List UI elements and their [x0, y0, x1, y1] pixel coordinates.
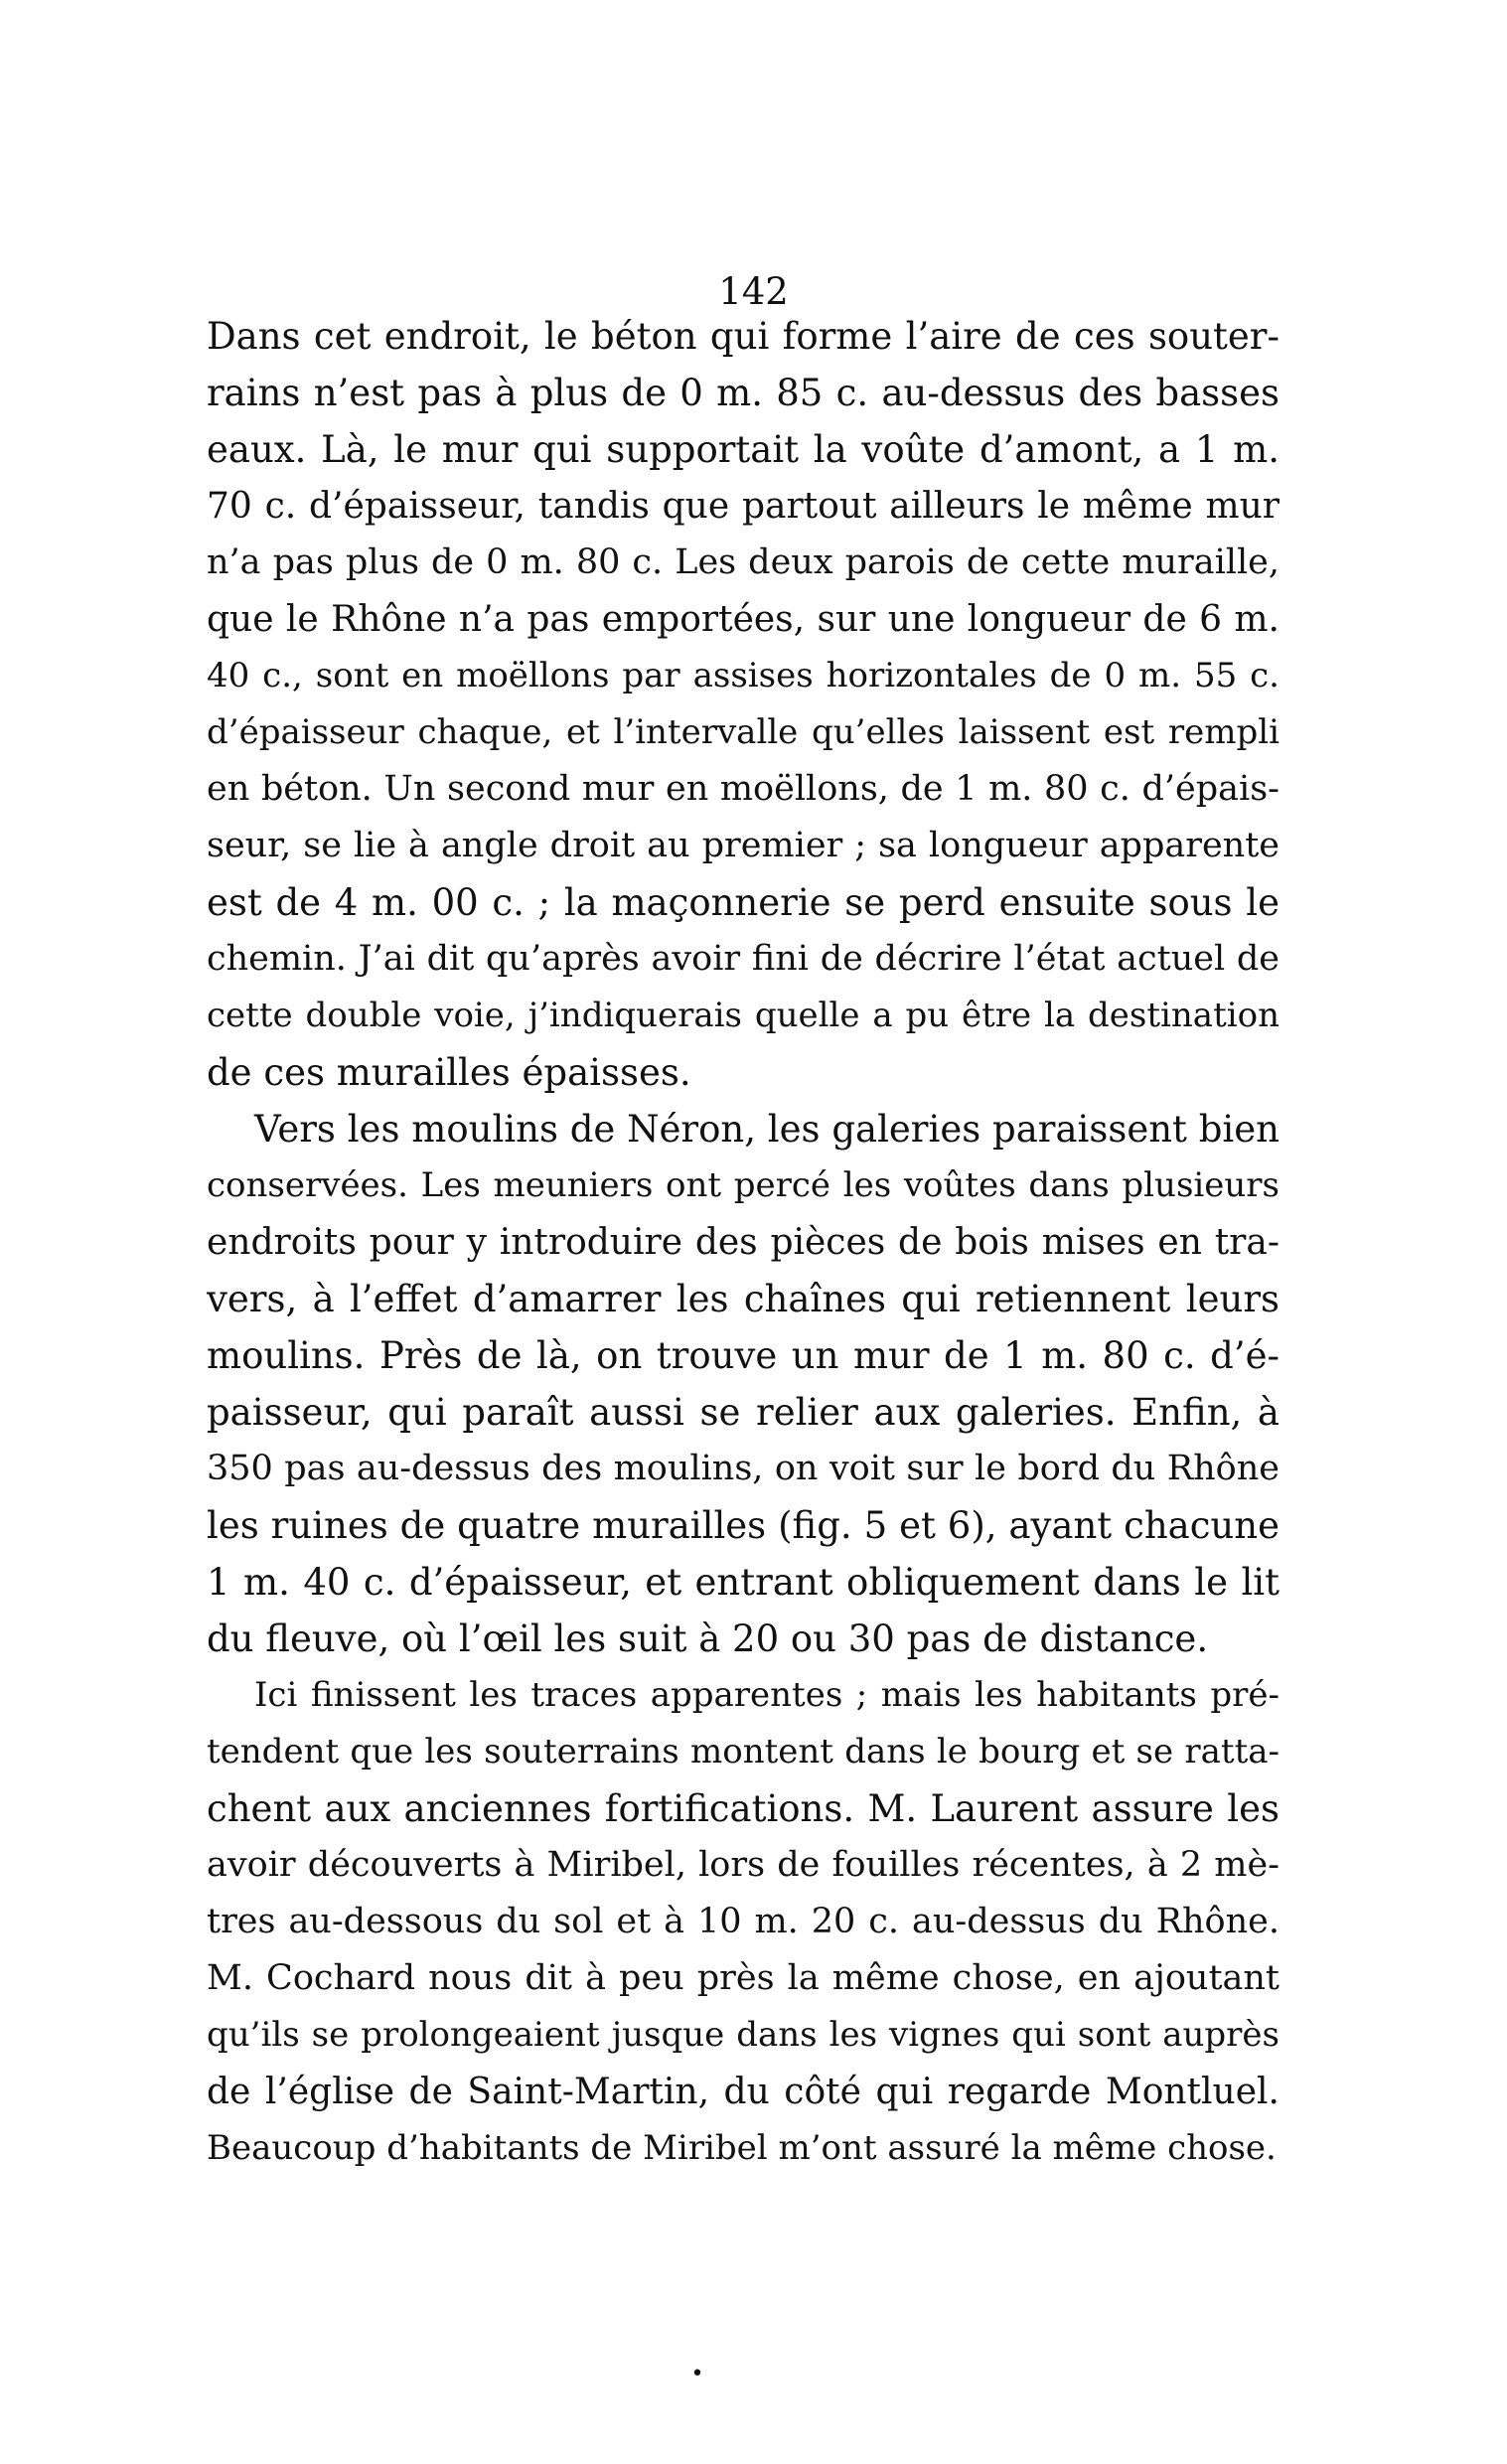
text-line: Dans cet endroit, le béton qui forme l’aire de ces souter-	[207, 315, 1280, 358]
text-line: seur, se lie à angle droit au premier ; sa longueur apparente	[207, 826, 1280, 865]
page-number: 142	[718, 270, 789, 313]
text-line: du fleuve, où l’œil les suit à 20 ou 30 pas de distance.	[207, 1617, 1209, 1660]
text-line: est de 4 m. 00 c. ; la maçonnerie se perd ensuite sous le	[207, 881, 1280, 924]
text-line: n’a pas plus de 0 m. 80 c. Les deux parois de cette muraille,	[207, 542, 1280, 582]
text-line: vers, à l’effet d’amarrer les chaînes qui retiennent leurs	[207, 1278, 1280, 1320]
text-line: endroits pour y introduire des pièces de bois mises en tra-	[207, 1222, 1280, 1263]
text-line: eaux. Là, le mur qui supportait la voûte d’amont, a 1 m.	[207, 428, 1280, 471]
text-line: 70 c. d’épaisseur, tandis que partout ailleurs le même mur	[207, 486, 1280, 527]
text-line: que le Rhône n’a pas emportées, sur une longueur de 6 m.	[207, 599, 1280, 640]
text-line: chent aux anciennes fortifications. M. Laurent assure les	[207, 1787, 1280, 1830]
ornament-dot: •	[690, 2362, 704, 2387]
text-line: Vers les moulins de Néron, les galeries paraissent bien	[254, 1108, 1280, 1151]
body-text	[207, 308, 1280, 2177]
text-line: de ces murailles épaisses.	[207, 1051, 691, 1094]
text-line: Beaucoup d’habitants de Miribel m’ont assuré la même chose.	[207, 2128, 1277, 2168]
text-line: de l’église de Saint-Martin, du côté qui regarde Montluel.	[207, 2072, 1280, 2112]
text-line: tendent que les souterrains montent dans le bourg et se ratta-	[207, 1732, 1280, 1771]
text-line: 1 m. 40 c. d’épaisseur, et entrant obliquement dans le lit	[207, 1561, 1280, 1604]
text-line: moulins. Près de là, on trouve un mur de 1 m. 80 c. d’é-	[207, 1334, 1280, 1377]
text-line: en béton. Un second mur en moëllons, de 1 m. 80 c. d’épais-	[207, 769, 1280, 809]
paragraph	[207, 308, 1280, 1101]
text-line: d’épaisseur chaque, et l’intervalle qu’elles laissent est rempli	[207, 712, 1280, 752]
text-line: rains n’est pas à plus de 0 m. 85 c. au-dessus des basses	[207, 372, 1280, 414]
text-line: 40 c., sont en moëllons par assises horizontales de 0 m. 55 c.	[207, 656, 1280, 695]
text-line: qu’ils se prolongeaient jusque dans les vignes qui sont auprès	[207, 2015, 1280, 2055]
text-line: M. Cochard nous dit à peu près la même chose, en ajoutant	[207, 1958, 1280, 1998]
text-line: les ruines de quatre murailles (fig. 5 et 6), ayant chacune	[207, 1504, 1280, 1547]
text-line: 350 pas au-dessus des moulins, on voit sur le bord du Rhône	[207, 1449, 1280, 1488]
text-line: chemin. J’ai dit qu’après avoir fini de décrire l’état actuel de	[207, 939, 1280, 979]
text-line: Ici finissent les traces apparentes ; mais les habitants pré-	[254, 1675, 1280, 1715]
text-line: avoir découverts à Miribel, lors de fouilles récentes, à 2 mè-	[207, 1845, 1280, 1885]
text-line: cette double voie, j’indiquerais quelle a pu être la destination	[207, 996, 1280, 1035]
text-line: paisseur, qui paraît aussi se relier aux galeries. Enfin, à	[207, 1391, 1280, 1434]
paragraph	[207, 1667, 1280, 2177]
text-line: conservées. Les meuniers ont percé les voûtes dans plusieurs	[207, 1165, 1280, 1205]
text-line: tres au-dessous du sol et à 10 m. 20 c. au-dessus du Rhône.	[207, 1902, 1280, 1941]
paragraph	[207, 1101, 1280, 1667]
